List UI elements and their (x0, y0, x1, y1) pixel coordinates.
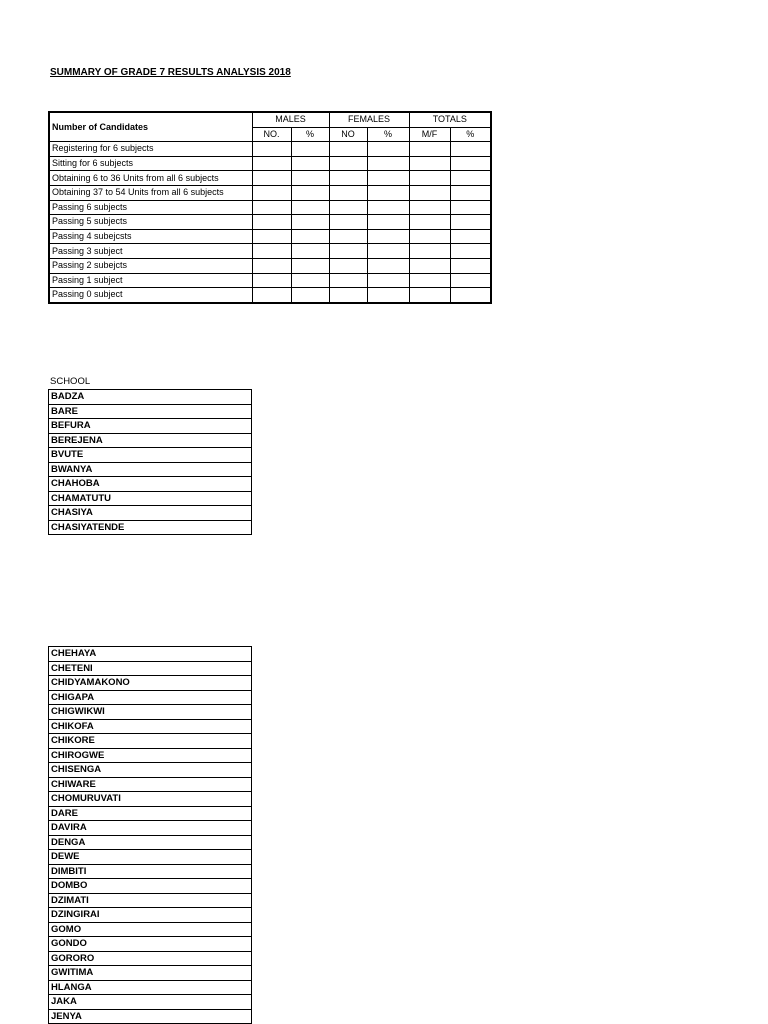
school-row (49, 821, 252, 836)
empty-cell (291, 215, 329, 230)
empty-cell (367, 200, 409, 215)
males-pct-header: % (291, 127, 329, 142)
empty-cell (450, 142, 491, 157)
school-row (49, 748, 252, 763)
school-name: CHOMURUVATI (49, 792, 252, 807)
school-row (49, 448, 252, 463)
empty-cell (252, 273, 291, 288)
empty-cell (409, 171, 450, 186)
summary-row (49, 171, 491, 186)
school-row (49, 951, 252, 966)
school-row (49, 676, 252, 691)
empty-cell (252, 244, 291, 259)
empty-cell (367, 258, 409, 273)
empty-cell (450, 273, 491, 288)
school-name: CHISENGA (49, 763, 252, 778)
summary-row (49, 244, 491, 259)
school-name: CHIKORE (49, 734, 252, 749)
school-name: CHASIYA (49, 506, 252, 521)
school-name: DARE (49, 806, 252, 821)
school-name: DAVIRA (49, 821, 252, 836)
males-header: MALES (252, 112, 329, 127)
empty-cell (329, 215, 367, 230)
school-name: CHIDYAMAKONO (49, 676, 252, 691)
school-row (49, 390, 252, 405)
summary-row (49, 288, 491, 303)
school-row (49, 995, 252, 1010)
empty-cell (291, 185, 329, 200)
empty-cell (252, 258, 291, 273)
school-row (49, 937, 252, 952)
empty-cell (450, 215, 491, 230)
school-name: DZINGIRAI (49, 908, 252, 923)
empty-cell (329, 273, 367, 288)
empty-cell (367, 215, 409, 230)
school-row (49, 491, 252, 506)
school-row (49, 777, 252, 792)
school-row (49, 462, 252, 477)
school-row (49, 763, 252, 778)
school-list-table-continued (48, 646, 252, 1024)
empty-cell (450, 244, 491, 259)
school-row (49, 419, 252, 434)
school-name: CHASIYATENDE (49, 520, 252, 535)
empty-cell (367, 229, 409, 244)
row-label: Passing 3 subject (49, 244, 252, 259)
empty-cell (409, 215, 450, 230)
row-label: Passing 4 subejcsts (49, 229, 252, 244)
summary-row (49, 142, 491, 157)
school-name: DZIMATI (49, 893, 252, 908)
empty-cell (367, 244, 409, 259)
empty-cell (252, 185, 291, 200)
empty-cell (450, 200, 491, 215)
empty-cell (291, 171, 329, 186)
empty-cell (409, 142, 450, 157)
school-name: CHAMATUTU (49, 491, 252, 506)
empty-cell (450, 156, 491, 171)
totals-pct-header: % (450, 127, 491, 142)
school-row (49, 1009, 252, 1024)
school-row (49, 661, 252, 676)
empty-cell (329, 200, 367, 215)
school-name: CHEHAYA (49, 647, 252, 662)
empty-cell (329, 142, 367, 157)
empty-cell (329, 171, 367, 186)
school-row (49, 734, 252, 749)
school-name: BVUTE (49, 448, 252, 463)
empty-cell (409, 200, 450, 215)
empty-cell (252, 142, 291, 157)
school-row (49, 893, 252, 908)
empty-cell (409, 229, 450, 244)
school-row (49, 980, 252, 995)
empty-cell (367, 185, 409, 200)
school-row (49, 850, 252, 865)
school-name: CHIGWIKWI (49, 705, 252, 720)
row-label: Passing 5 subjects (49, 215, 252, 230)
school-row (49, 404, 252, 419)
row-label: Obtaining 37 to 54 Units from all 6 subjects (49, 185, 252, 200)
school-name: GONDO (49, 937, 252, 952)
school-name: BEFURA (49, 419, 252, 434)
school-row (49, 647, 252, 662)
row-label: Passing 2 subejcts (49, 258, 252, 273)
empty-cell (252, 288, 291, 303)
empty-cell (409, 156, 450, 171)
school-row (49, 719, 252, 734)
empty-cell (450, 258, 491, 273)
empty-cell (291, 200, 329, 215)
summary-table (48, 111, 492, 304)
school-row (49, 477, 252, 492)
school-name: CHIWARE (49, 777, 252, 792)
school-name: CHIROGWE (49, 748, 252, 763)
empty-cell (450, 229, 491, 244)
empty-cell (409, 258, 450, 273)
school-name: GWITIMA (49, 966, 252, 981)
school-name: CHETENI (49, 661, 252, 676)
school-label: SCHOOL (50, 376, 91, 387)
empty-cell (291, 229, 329, 244)
totals-mf-header: M/F (409, 127, 450, 142)
school-row (49, 879, 252, 894)
school-name: DENGA (49, 835, 252, 850)
school-name: CHIKOFA (49, 719, 252, 734)
empty-cell (329, 185, 367, 200)
empty-cell (367, 156, 409, 171)
school-name: DOMBO (49, 879, 252, 894)
females-no-header: NO (329, 127, 367, 142)
empty-cell (329, 229, 367, 244)
school-row (49, 506, 252, 521)
empty-cell (291, 273, 329, 288)
summary-row (49, 258, 491, 273)
empty-cell (450, 185, 491, 200)
summary-row (49, 156, 491, 171)
school-name: BEREJENA (49, 433, 252, 448)
school-name: JENYA (49, 1009, 252, 1024)
empty-cell (291, 142, 329, 157)
empty-cell (409, 288, 450, 303)
row-label: Obtaining 6 to 36 Units from all 6 subjects (49, 171, 252, 186)
summary-row (49, 215, 491, 230)
empty-cell (409, 273, 450, 288)
school-row (49, 835, 252, 850)
school-name: BADZA (49, 390, 252, 405)
empty-cell (409, 185, 450, 200)
empty-cell (367, 273, 409, 288)
school-name: CHAHOBA (49, 477, 252, 492)
females-pct-header: % (367, 127, 409, 142)
school-row (49, 690, 252, 705)
school-row (49, 806, 252, 821)
males-no-header: NO. (252, 127, 291, 142)
empty-cell (329, 258, 367, 273)
school-name: HLANGA (49, 980, 252, 995)
summary-row (49, 229, 491, 244)
females-header: FEMALES (329, 112, 409, 127)
empty-cell (291, 244, 329, 259)
school-row (49, 433, 252, 448)
school-name: DEWE (49, 850, 252, 865)
empty-cell (291, 288, 329, 303)
row-label: Passing 6 subjects (49, 200, 252, 215)
row-label: Registering for 6 subjects (49, 142, 252, 157)
summary-row (49, 273, 491, 288)
empty-cell (291, 156, 329, 171)
empty-cell (367, 288, 409, 303)
totals-header: TOTALS (409, 112, 491, 127)
empty-cell (367, 142, 409, 157)
school-name: JAKA (49, 995, 252, 1010)
school-name: DIMBITI (49, 864, 252, 879)
document-title: SUMMARY OF GRADE 7 RESULTS ANALYSIS 2018 (50, 67, 291, 78)
empty-cell (252, 156, 291, 171)
school-row (49, 705, 252, 720)
empty-cell (252, 200, 291, 215)
row-label: Passing 1 subject (49, 273, 252, 288)
empty-cell (329, 156, 367, 171)
row-label: Sitting for 6 subjects (49, 156, 252, 171)
school-name: CHIGAPA (49, 690, 252, 705)
school-name: BARE (49, 404, 252, 419)
empty-cell (291, 258, 329, 273)
summary-row (49, 185, 491, 200)
empty-cell (450, 171, 491, 186)
empty-cell (329, 244, 367, 259)
empty-cell (409, 244, 450, 259)
school-name: GORORO (49, 951, 252, 966)
school-row (49, 864, 252, 879)
school-row (49, 908, 252, 923)
summary-row (49, 200, 491, 215)
candidates-header: Number of Candidates (49, 112, 252, 142)
school-row (49, 792, 252, 807)
school-row (49, 520, 252, 535)
empty-cell (252, 171, 291, 186)
row-label: Passing 0 subject (49, 288, 252, 303)
empty-cell (252, 215, 291, 230)
empty-cell (450, 288, 491, 303)
school-row (49, 966, 252, 981)
empty-cell (367, 171, 409, 186)
school-name: GOMO (49, 922, 252, 937)
school-name: BWANYA (49, 462, 252, 477)
empty-cell (329, 288, 367, 303)
school-list-table (48, 389, 252, 535)
empty-cell (252, 229, 291, 244)
school-row (49, 922, 252, 937)
